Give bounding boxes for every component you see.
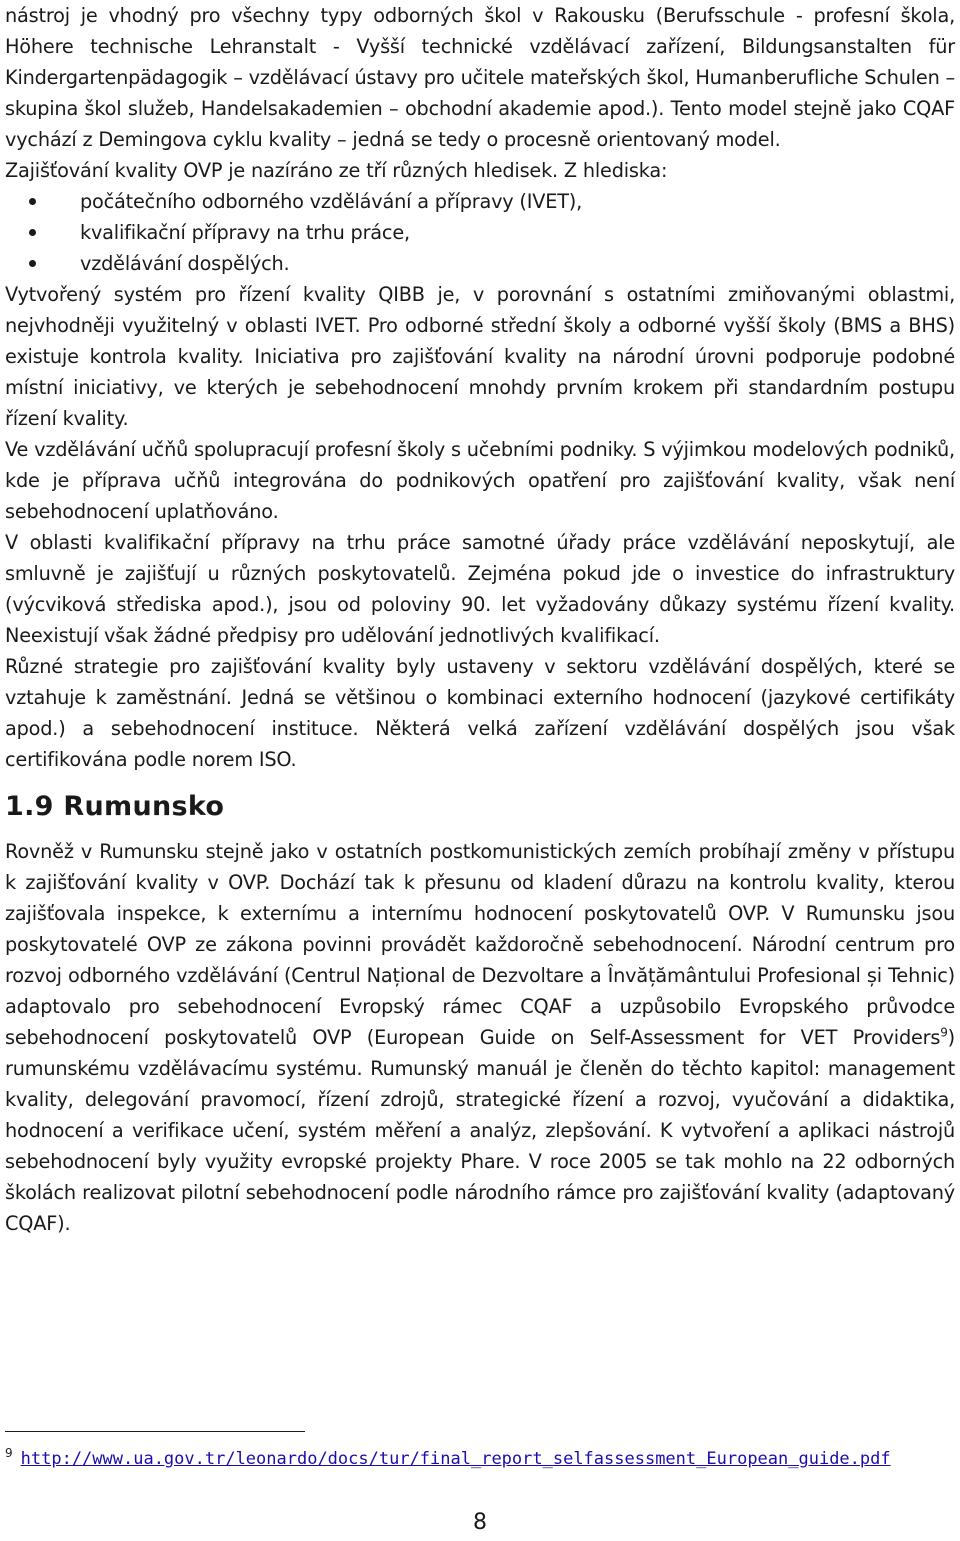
list-item xyxy=(5,186,955,217)
paragraph-perspectives: Zajišťování kvality OVP je nazíráno ze tří různých hledisek. Z hlediska: xyxy=(5,159,668,182)
paragraph-qibb: Vytvořený systém pro řízení kvality QIBB je, v porovnání s ostatními zmiňovanými oblastmi, nejvhodněji využitelný v oblasti IVET. Pro odborné střední školy a odborné vyšší školy (BMS a BHS) existuje kontrola kvality. Iniciativa pro zajišťování kvality na národní úrovni podporuje podobné místní iniciativy, ve kterých je sebehodnocení mnohdy prvním krokem při standardním postupu řízení kvality. xyxy=(5,283,955,430)
page-body xyxy=(5,0,955,1239)
perspectives-list xyxy=(5,186,955,279)
footnote-reference[interactable]: 9 xyxy=(940,1025,948,1040)
romania-text-part-2: ) rumunskému vzdělávacímu systému. Rumunský manuál je členěn do těchto kapitol: management kvality, delegování pravomocí, řízení zdrojů, strategické řízení a rozvoj, vyučování a didaktika, hodnocení a verifikace učení, systém měření a analýz, zlepšování. K vytvoření a aplikaci nástrojů sebehodnocení byly využity evropské projekty Phare. V roce 2005 se tak mohlo na 22 odborných školách realizovat pilotní sebehodnocení podle národního rámce pro zajišťování kvality (adaptovaný CQAF). xyxy=(5,1026,955,1235)
paragraph-labour-market: V oblasti kvalifikační přípravy na trhu práce samotné úřady práce vzdělávání neposkytují, ale smluvně je zajišťují u různých poskytovatelů. Zejména pokud jde o investice do infrastruktury (výcviková střediska apod.), jsou od poloviny 90. let vyžadovány důkazy systému řízení kvality. Neexistují však žádné předpisy pro udělování jednotlivých kvalifikací. xyxy=(5,531,955,647)
list-item xyxy=(5,248,955,279)
list-item xyxy=(5,217,955,248)
paragraph-austria-intro: nástroj je vhodný pro všechny typy odborných škol v Rakousku (Berufsschule - profesní škola, Höhere technische Lehranstalt - Vyšší technické vzdělávací zařízení, Bildungsanstalten für Kindergartenpädagogik – vzdělávací ústavy pro učitele mateřských škol, Humanberufliche Schulen – skupina škol služeb, Handelsakademien – obchodní akademie apod.). Tento model stejně jako CQAF vychází z Demingova cyklu kvality – jedná se tedy o procesně orientovaný model. xyxy=(5,4,955,151)
footnote-link[interactable]: http://www.ua.gov.tr/leonardo/docs/tur/final_report_selfassessment_European_guide.pdf xyxy=(20,1449,891,1469)
list-item-text: kvalifikační přípravy na trhu práce, xyxy=(80,221,410,244)
paragraph-adult-education: Různé strategie pro zajišťování kvality byly ustaveny v sektoru vzdělávání dospělých, které se vztahuje k zaměstnání. Jedná se většinou o kombinaci externího hodnocení (jazykové certifikáty apod.) a sebehodnocení instituce. Některá velká zařízení vzdělávání dospělých jsou však certifikována podle norem ISO. xyxy=(5,655,955,771)
romania-text-part-1: Rovněž v Rumunsku stejně jako v ostatních postkomunistických zemích probíhají změny v přístupu k zajišťování kvality v OVP. Dochází tak k přesunu od kladení důrazu na kontrolu kvality, kterou zajišťovala inspekce, k externímu a internímu hodnocení poskytovatelů OVP. V Rumunsku jsou poskytovatelé OVP ze zákona povinni provádět každoročně sebehodnocení. Národní centrum pro rozvoj odborného vzdělávání (Centrul Național de Dezvoltare a Învățământului Profesional și Tehnic) adaptovalo pro sebehodnocení Evropský rámec CQAF a uzpůsobilo Evropského průvodce sebehodnocení poskytovatelů OVP (European Guide on Self-Assessment for VET Providers xyxy=(5,840,955,1049)
section-heading: 1.9 Rumunsko xyxy=(5,791,225,822)
bullet-icon xyxy=(29,198,36,205)
footnote xyxy=(5,1441,955,1471)
footnote-divider xyxy=(5,1431,305,1432)
bullet-icon xyxy=(29,260,36,267)
footnote-number: 9 xyxy=(5,1446,13,1460)
paragraph-romania xyxy=(5,836,955,1239)
bullet-icon xyxy=(29,229,36,236)
list-item-text: vzdělávání dospělých. xyxy=(80,252,290,275)
paragraph-apprentices: Ve vzdělávání učňů spolupracují profesní školy s učebními podniky. S výjimkou modelových podniků, kde je příprava učňů integrována do podnikových opatření pro zajišťování kvality, však není sebehodnocení uplatňováno. xyxy=(5,438,955,523)
list-item-text: počátečního odborného vzdělávání a přípravy (IVET), xyxy=(80,190,583,213)
page-number: 8 xyxy=(473,1510,487,1535)
